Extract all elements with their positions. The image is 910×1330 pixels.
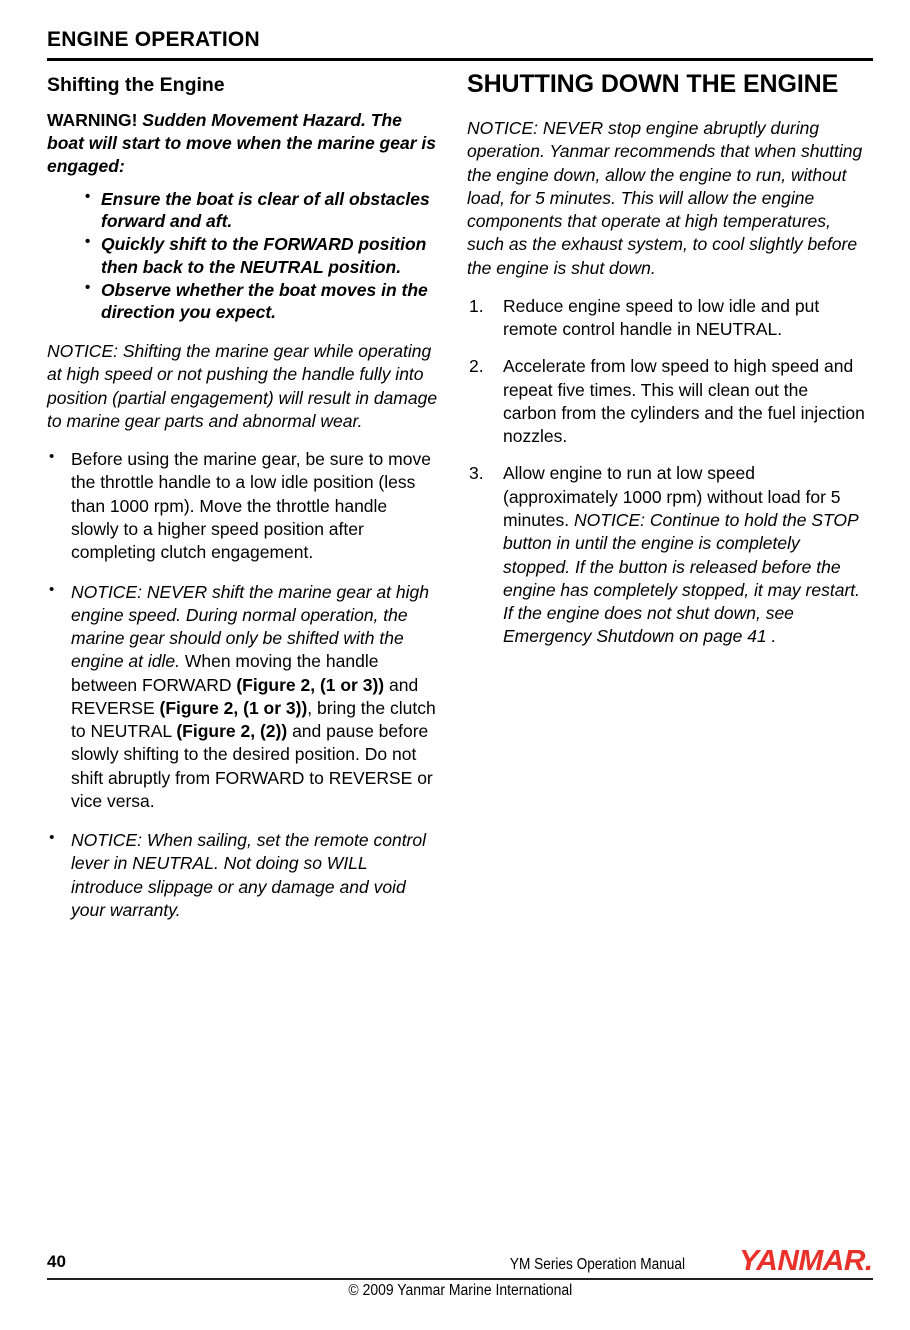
warning-label: WARNING! [47, 110, 138, 131]
header-rule-divider [47, 58, 873, 61]
text-run-roman: When moving the handle between FORWARD [71, 651, 379, 695]
page-number: 40 [47, 1252, 66, 1271]
list-item [467, 462, 866, 648]
warning-bullet-list [47, 188, 439, 325]
text-run-roman: and REVERSE [71, 674, 419, 718]
warning-statement [47, 109, 439, 177]
warning-bullet-item: • Ensure the boat is clear of all obstacles forward and aft. [85, 188, 439, 234]
page-footer [47, 1245, 873, 1312]
notice-paragraph-shifting: NOTICE: Shifting the marine gear while operating at high speed or not pushing the handle fully into position (partial engagement) will result in damage to marine gear parts and abnormal wear. [47, 341, 438, 431]
section-heading-shifting-the-engine: Shifting the Engine [47, 74, 225, 96]
warning-bullet-item: • Observe whether the boat moves in the direction you expect. [85, 279, 439, 325]
footer-rule-divider [47, 1278, 873, 1280]
text-run-bold: (Figure 2, (1 or 3)) [236, 674, 385, 695]
left-bullet-list [47, 448, 439, 922]
text-run-italic: NOTICE: NEVER shift the marine gear at high engine speed. During normal operation, the marine gear should only be shifted with the engine at idle. [71, 581, 429, 672]
notice-paragraph-shutdown: NOTICE: NEVER stop engine abruptly during operation. Yanmar recommends that when shutting the engine down, allow the engine to run, without load, for 5 minutes. This will allow the engine components that operate at high temperatures, such as the exhaust system, to cool slightly before the engine is shut down. [467, 118, 863, 278]
manual-title: YM Series Operation Manual [509, 1256, 685, 1273]
shutdown-steps-list [467, 295, 866, 649]
warning-bullet-item: • Quickly shift to the FORWARD position then back to the NEUTRAL position. [85, 233, 439, 279]
copyright-text: © 2009 Yanmar Marine International [348, 1282, 572, 1299]
left-column [47, 70, 439, 938]
list-item: Accelerate from low speed to high speed and repeat five times. This will clean out the carbon from the cylinders and the fuel injection nozzles. [503, 356, 865, 447]
yanmar-logo: YANMAR. [739, 1245, 873, 1277]
text-run-italic: NOTICE: Continue to hold the STOP button in until the engine is completely stopped. If the button is released before the engine has completely stopped, it may restart. If the engine does not shut down, see Emergency Shutdown on page 41 . [503, 509, 860, 647]
running-header [47, 28, 873, 51]
list-item: Reduce engine speed to low idle and put remote control handle in NEUTRAL. [503, 295, 820, 340]
list-item [47, 581, 439, 814]
text-run-bold: (Figure 2, (1 or 3)) [159, 697, 308, 718]
right-column [467, 70, 866, 938]
copyright-notice [47, 1282, 873, 1300]
list-item: • NOTICE: When sailing, set the remote control lever in NEUTRAL. Not doing so WILL introduce slippage or any damage and void your warranty. [47, 829, 439, 922]
text-run-bold: (Figure 2, (2)) [176, 721, 288, 742]
warning-text: Sudden Movement Hazard. The boat will start to move when the marine gear is engaged: [47, 110, 436, 176]
text-run-roman: , bring the clutch to NEUTRAL [71, 697, 436, 742]
text-run-roman: Allow engine to run at low speed (approximately 1000 rpm) without load for 5 minutes. [503, 463, 841, 530]
footer-top-row [47, 1245, 873, 1280]
running-header-title: ENGINE OPERATION [47, 28, 260, 51]
text-run-roman: and pause before slowly shifting to the desired position. Do not shift abruptly from FORWARD to REVERSE or vice versa. [71, 721, 433, 811]
list-item: • Before using the marine gear, be sure to move the throttle handle to a low idle position (less than 1000 rpm). Move the throttle handle slowly to a higher speed position after completing clutch engagement. [47, 448, 439, 564]
page-title: SHUTTING DOWN THE ENGINE [467, 70, 839, 98]
page-columns [47, 70, 873, 938]
